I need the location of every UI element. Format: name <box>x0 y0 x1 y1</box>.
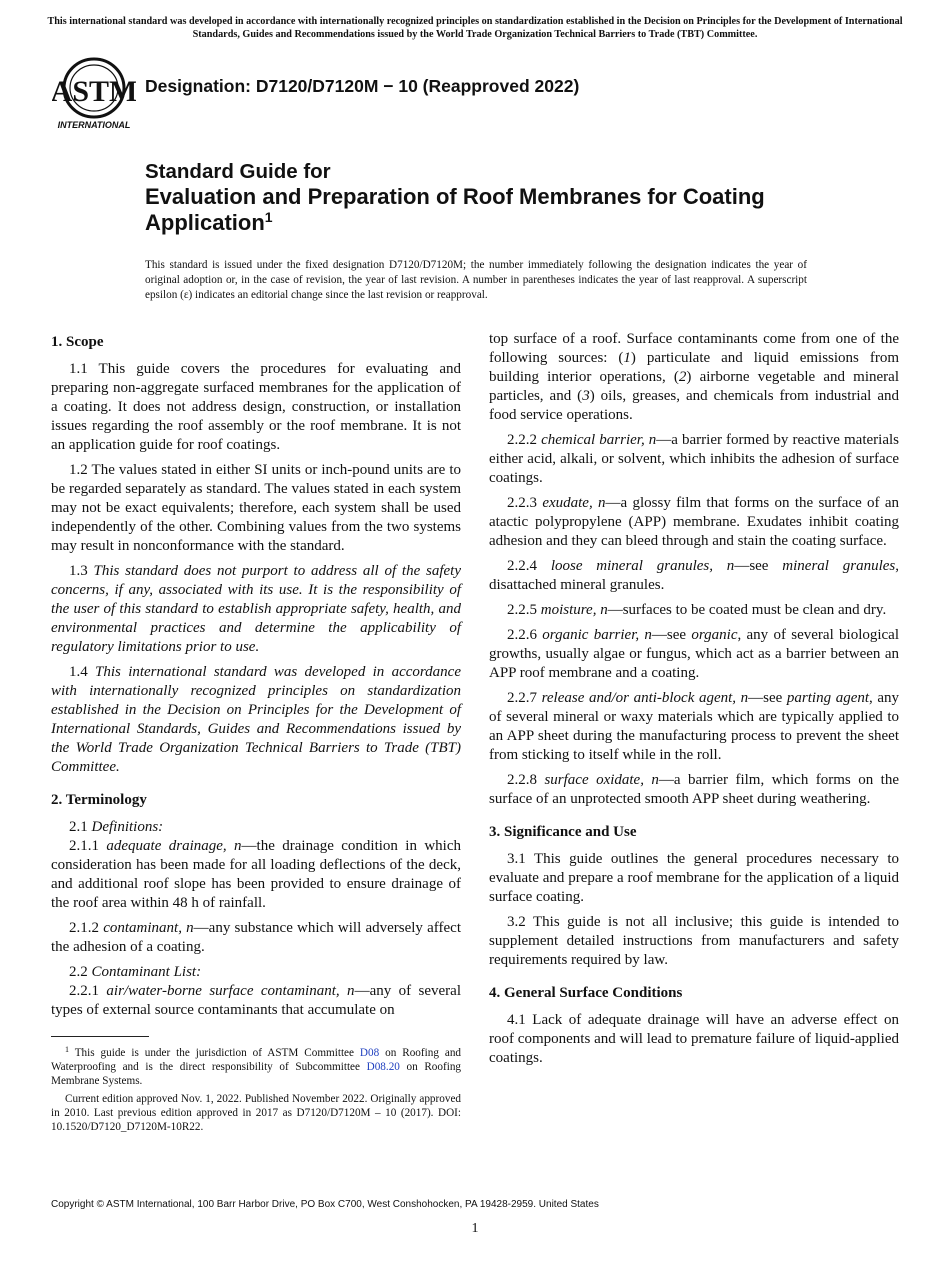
para-2-2-5: 2.2.5 moisture, n—surfaces to be coated must be clean and dry. <box>507 602 887 618</box>
title-footnote-mark[interactable]: 1 <box>264 209 273 225</box>
term: release and/or anti-block agent, n <box>541 690 749 706</box>
page-number: 1 <box>471 1221 479 1236</box>
para-2-2: 2.2 Contaminant List: <box>69 964 202 980</box>
para-1-4-text: This international standard was developed in accordance with internationally recognized principles on standardization established in the Decision on Principles for the Development of International Standards, Guides and Recommendations issued by the World Trade Organization Technical Barriers to Trade (TBT) Committee. <box>51 664 461 775</box>
title-block <box>145 160 845 236</box>
astm-logo <box>52 55 136 133</box>
para-3-2: 3.2 This guide is not all inclusive; this guide is intended to supplement detailed instructions from manufacturers and safety requirements required by law. <box>489 914 899 968</box>
term: organic barrier, n <box>542 627 652 643</box>
footnotes <box>51 1046 461 1138</box>
section-4-heading: 4. General Surface Conditions <box>489 985 683 1001</box>
para-1-4: 1.4 This international standard was developed in accordance with internationally recognized principles on standardization established in the Decision on Principles for the Development of International Standards, Guides and Recommendations issued by the World Trade Organization Technical Barriers to Trade (TBT) Committee. <box>51 664 461 775</box>
para-1-3-text: This standard does not purport to address all of the safety concerns, if any, associated with its use. It is the responsibility of the user of this standard to establish appropriate safety, health, and environmental practices and determine the applicability of regulatory limitations prior to use. <box>51 563 462 655</box>
para-2-2-7: 2.2.7 release and/or anti-block agent, n—see parting agent, any of several mineral or waxy materials which are typically applied to an APP sheet during the manufacturing process to prevent the sheet from sticking to itself while in the roll. <box>489 690 900 763</box>
copyright-notice: Copyright © ASTM International, 100 Barr Harbor Drive, PO Box C700, West Conshohocken, PA 19428-2959. United States <box>51 1199 599 1210</box>
title-line-2: Evaluation and Preparation of Roof Membranes for Coating <box>145 184 765 209</box>
header-notice: This international standard was developed in accordance with internationally recognized principles on standardization established in the Decision on Principles for the Development of International Standards, Guides and Recommendations issued by the World Trade Organization Technical Barriers to Trade (TBT) Committee. <box>47 16 903 40</box>
para-4-1: 4.1 Lack of adequate drainage will have an adverse effect on roof components and will lead to premature failure of liquid-applied coatings. <box>489 1012 899 1066</box>
issued-statement: This standard is issued under the fixed designation D7120/D7120M; the number immediately following the designation indicates the year of original adoption or, in the case of revision, the year of last revision. A number in parentheses indicates the year of last reapproval. A superscript epsilon (ε) indicates an editorial change since the last revision or reapproval. <box>145 259 807 301</box>
link-d08[interactable]: D08 <box>359 1047 380 1059</box>
right-column <box>489 330 899 1074</box>
term: loose mineral granules, n <box>550 558 735 574</box>
footnote-rule <box>51 1036 149 1037</box>
title-line-1: Standard Guide for <box>145 160 331 183</box>
para-2-2-8: 2.2.8 surface oxidate, n—a barrier film, which forms on the surface of an unprotected smooth APP sheet during weathering. <box>489 772 899 807</box>
term: chemical barrier, n <box>541 432 657 448</box>
title-line-3-text: Application <box>145 210 265 235</box>
para-3-1: 3.1 This guide outlines the general procedures necessary to evaluate and prepare a roof membrane for the application of a liquid surface coating. <box>489 851 899 905</box>
term: moisture, n <box>540 602 608 618</box>
para-2-2-3: 2.2.3 exudate, n—a glossy film that forms on the surface of an atactic polypropylene (APP) membrane. Exudates inhibit coating adhesion and they can bleed through and stain the coating surface. <box>489 495 900 549</box>
term: contaminant, n <box>103 920 194 936</box>
link-d08-20[interactable]: D08.20 <box>366 1061 400 1073</box>
para-2-2-1: 2.2.1 air/water-borne surface contaminant, n—any of several types of external source contaminants that accumulate on <box>51 983 461 1018</box>
para-1-1: 1.1 This guide covers the procedures for evaluating and preparing non-aggregate surfaced membranes for the application of a coating. It does not address design, construction, or installation issues regarding the roof assembly or the roof membrane. It is not an application guide for roof coatings. <box>51 361 461 453</box>
section-2-heading: 2. Terminology <box>51 792 147 808</box>
logo-word: INTERNATIONAL <box>57 120 131 130</box>
para-1-2: 1.2 The values stated in either SI units or inch-pound units are to be regarded separately as standard. The values stated in each system may not be exact equivalents; therefore, each system shall be used independently of the other. Combining values from the two systems may result in nonconformance with the standard. <box>51 462 461 554</box>
section-1-heading: 1. Scope <box>51 334 104 350</box>
para-1-3: 1.3 This standard does not purport to address all of the safety concerns, if any, associated with its use. It is the responsibility of the user of this standard to establish appropriate safety, health, and environmental practices and determine the applicability of regulatory limitations prior to use. <box>51 563 462 655</box>
title-line-3 <box>145 210 845 236</box>
para-2-2-6: 2.2.6 organic barrier, n—see organic, any of several biological growths, usually algae or fungus, which act as a barrier between an APP roof membrane and a coating. <box>489 627 900 681</box>
term: exudate, n <box>542 495 606 511</box>
para-2-2-4: 2.2.4 loose mineral granules, n—see mineral granules, disattached mineral granules. <box>489 558 900 593</box>
footnote-edition: Current edition approved Nov. 1, 2022. Published November 2022. Originally approved in 2010. Last previous edition approved in 2017 as D7120/D7120M – 10 (2017). DOI: 10.1520/D7120_D7120M-10R22. <box>51 1093 461 1133</box>
left-column <box>51 330 461 1026</box>
term: surface oxidate, n <box>544 772 659 788</box>
para-2-2-1-continued: top surface of a roof. Surface contaminants come from one of the following sources: (1) particulate and liquid emissions from building interior operations, (2) airborne vegetable and mineral particles, and (3) oils, greases, and chemicals from industrial and food service operations. <box>489 331 899 423</box>
astm-logo-icon <box>52 55 136 133</box>
logo-letters: ASTM <box>52 75 136 108</box>
term: air/water-borne surface contaminant, n <box>106 983 355 999</box>
designation: Designation: D7120/D7120M − 10 (Reapproved 2022) <box>145 76 580 96</box>
para-2-1-2: 2.1.2 contaminant, n—any substance which will adversely affect the adhesion of a coating. <box>51 920 461 955</box>
para-2-1-1: 2.1.1 adequate drainage, n—the drainage condition in which consideration has been made for all loading deflections of the deck, and additional roof slope has been provided to ensure drainage of the roof area within 48 h of rainfall. <box>51 838 462 911</box>
footnote-1: $^1$ This guide is under the jurisdiction of ASTM Committee D08 on Roofing and Waterproofing and is the direct responsibility of Subcommittee D08.20 on Roofing Membrane Systems. <box>51 1045 462 1087</box>
section-3-heading: 3. Significance and Use <box>489 824 637 840</box>
term: adequate drainage, n <box>106 838 242 854</box>
para-2-1: 2.1 Definitions: <box>69 819 164 835</box>
para-2-2-2: 2.2.2 chemical barrier, n—a barrier formed by reactive materials either acid, alkali, or solvent, which inhibits the adhesion of surface coatings. <box>489 432 899 486</box>
